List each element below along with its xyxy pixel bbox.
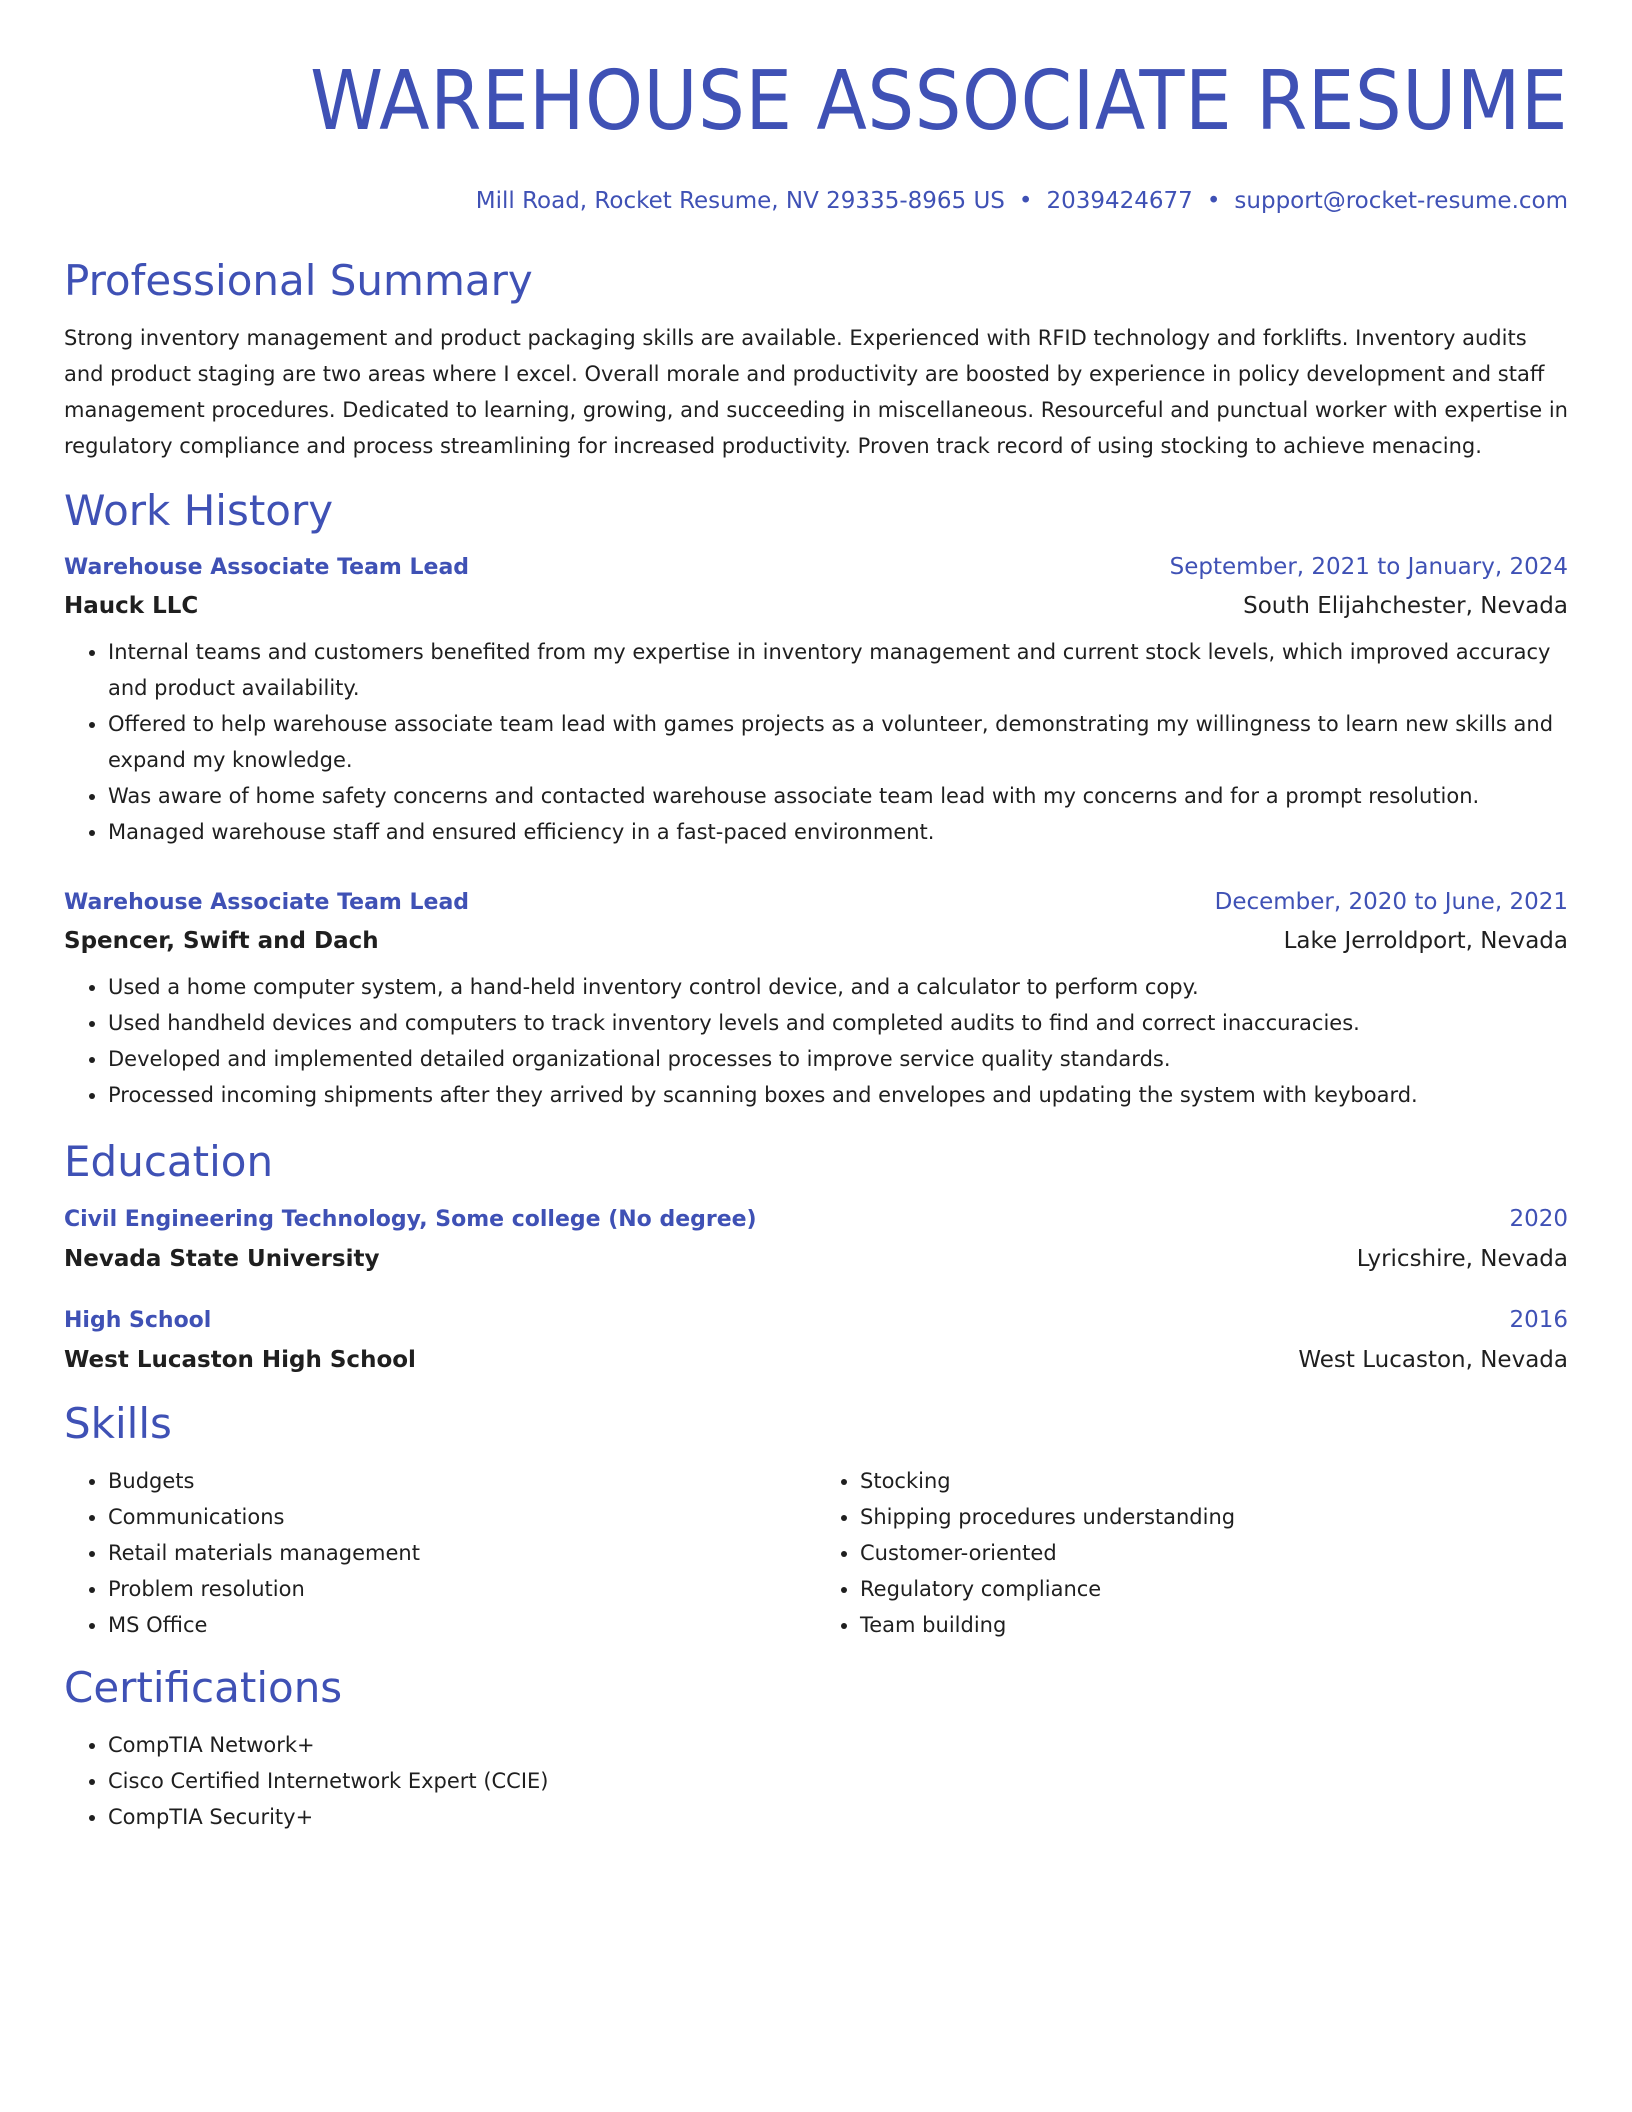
section-heading-work-history: Work History xyxy=(64,486,334,535)
job-entry xyxy=(64,887,1568,1113)
skill-item: • Regulatory compliance xyxy=(860,1571,1568,1607)
certifications-list xyxy=(64,1727,1568,1835)
education-degree: Civil Engineering Technology, Some college (No degree) xyxy=(64,1207,757,1232)
education-location: West Lucaston, Nevada xyxy=(1298,1347,1568,1373)
job-subheader xyxy=(64,591,1568,621)
education-header xyxy=(64,1204,1568,1235)
skill-item: • Shipping procedures understanding xyxy=(860,1499,1568,1535)
contact-separator: • xyxy=(1018,188,1033,214)
section-heading-education: Education xyxy=(64,1137,274,1186)
job-bullet: • Internal teams and customers benefited from my expertise in inventory management and current stock levels, which improved accuracy and product availability. xyxy=(108,634,1568,706)
skill-item: • Customer-oriented xyxy=(860,1535,1568,1571)
section-heading-certifications: Certifications xyxy=(64,1663,343,1712)
job-role: Warehouse Associate Team Lead xyxy=(64,555,470,580)
job-header xyxy=(64,887,1568,918)
job-bullet: • Used a home computer system, a hand-held inventory control device, and a calculator to perform copy. xyxy=(108,969,1568,1005)
certification-item: • CompTIA Network+ xyxy=(108,1727,1568,1763)
contact-line xyxy=(64,186,1568,216)
job-entry xyxy=(64,552,1568,850)
job-employer: Spencer, Swift and Dach xyxy=(64,928,379,954)
certification-item: • CompTIA Security+ xyxy=(108,1799,1568,1835)
job-bullet: • Managed warehouse staff and ensured efficiency in a fast-paced environment. xyxy=(108,814,1568,850)
education-school: West Lucaston High School xyxy=(64,1347,416,1373)
skills-columns xyxy=(64,1463,1568,1643)
skills-list-right xyxy=(816,1463,1568,1643)
skill-item: • Stocking xyxy=(860,1463,1568,1499)
skill-item: • Team building xyxy=(860,1607,1568,1643)
section-heading-summary: Professional Summary xyxy=(64,256,533,305)
contact-address: Mill Road, Rocket Resume, NV 29335-8965 US xyxy=(475,188,1005,214)
education-header xyxy=(64,1305,1568,1336)
job-location: South Elijahchester, Nevada xyxy=(1243,593,1568,619)
job-subheader xyxy=(64,926,1568,956)
resume-title: WAREHOUSE ASSOCIATE RESUME xyxy=(310,54,1568,149)
education-school: Nevada State University xyxy=(64,1246,380,1272)
job-dates: December, 2020 to June, 2021 xyxy=(1214,889,1568,915)
education-subheader xyxy=(64,1244,1568,1274)
job-bullet: • Was aware of home safety concerns and contacted warehouse associate team lead with my concerns and for a prompt resolution. xyxy=(108,778,1568,814)
job-bullets xyxy=(64,969,1568,1113)
job-dates: September, 2021 to January, 2024 xyxy=(1169,554,1568,580)
contact-separator: • xyxy=(1206,188,1221,214)
skills-list-left xyxy=(64,1463,816,1643)
education-entry xyxy=(64,1305,1568,1375)
education-entry xyxy=(64,1204,1568,1274)
job-bullet: • Offered to help warehouse associate team lead with games projects as a volunteer, demonstrating my willingness to learn new skills and expand my knowledge. xyxy=(108,706,1568,778)
education-subheader xyxy=(64,1345,1568,1375)
job-bullet: • Developed and implemented detailed organizational processes to improve service quality standards. xyxy=(108,1041,1568,1077)
job-header xyxy=(64,552,1568,583)
job-location: Lake Jerroldport, Nevada xyxy=(1283,928,1568,954)
job-bullet: • Processed incoming shipments after they arrived by scanning boxes and envelopes and updating the system with keyboard. xyxy=(108,1077,1568,1113)
job-role: Warehouse Associate Team Lead xyxy=(64,890,470,915)
education-degree: High School xyxy=(64,1308,212,1333)
education-location: Lyricshire, Nevada xyxy=(1356,1246,1568,1272)
job-employer: Hauck LLC xyxy=(64,593,199,619)
skill-item: • Communications xyxy=(108,1499,816,1535)
skill-item: • Retail materials management xyxy=(108,1535,816,1571)
job-bullet: • Used handheld devices and computers to track inventory levels and completed audits to find and correct inaccuracies. xyxy=(108,1005,1568,1041)
education-year: 2020 xyxy=(1509,1206,1568,1232)
skill-item: • Problem resolution xyxy=(108,1571,816,1607)
certification-item: • Cisco Certified Internetwork Expert (CCIE) xyxy=(108,1763,1568,1799)
skill-item: • MS Office xyxy=(108,1607,816,1643)
skill-item: • Budgets xyxy=(108,1463,816,1499)
contact-email: support@rocket-resume.com xyxy=(1234,188,1568,214)
section-heading-skills: Skills xyxy=(64,1399,172,1448)
contact-phone: 2039424677 xyxy=(1046,188,1193,214)
job-bullets xyxy=(64,634,1568,850)
summary-text: Strong inventory management and product packaging skills are available. Experienced with RFID technology and forklifts. Inventory audits and product staging are two areas where I excel. Overall morale and productivity are boosted by experience in policy development and staff management procedures. Dedicated to learning, growing, and succeeding in miscellaneous. Resourceful and punctual worker with expertise in regulatory compliance and process streamlining for increased productivity. Proven track record of using stocking to achieve menacing. xyxy=(64,326,1568,458)
education-year: 2016 xyxy=(1509,1307,1568,1333)
